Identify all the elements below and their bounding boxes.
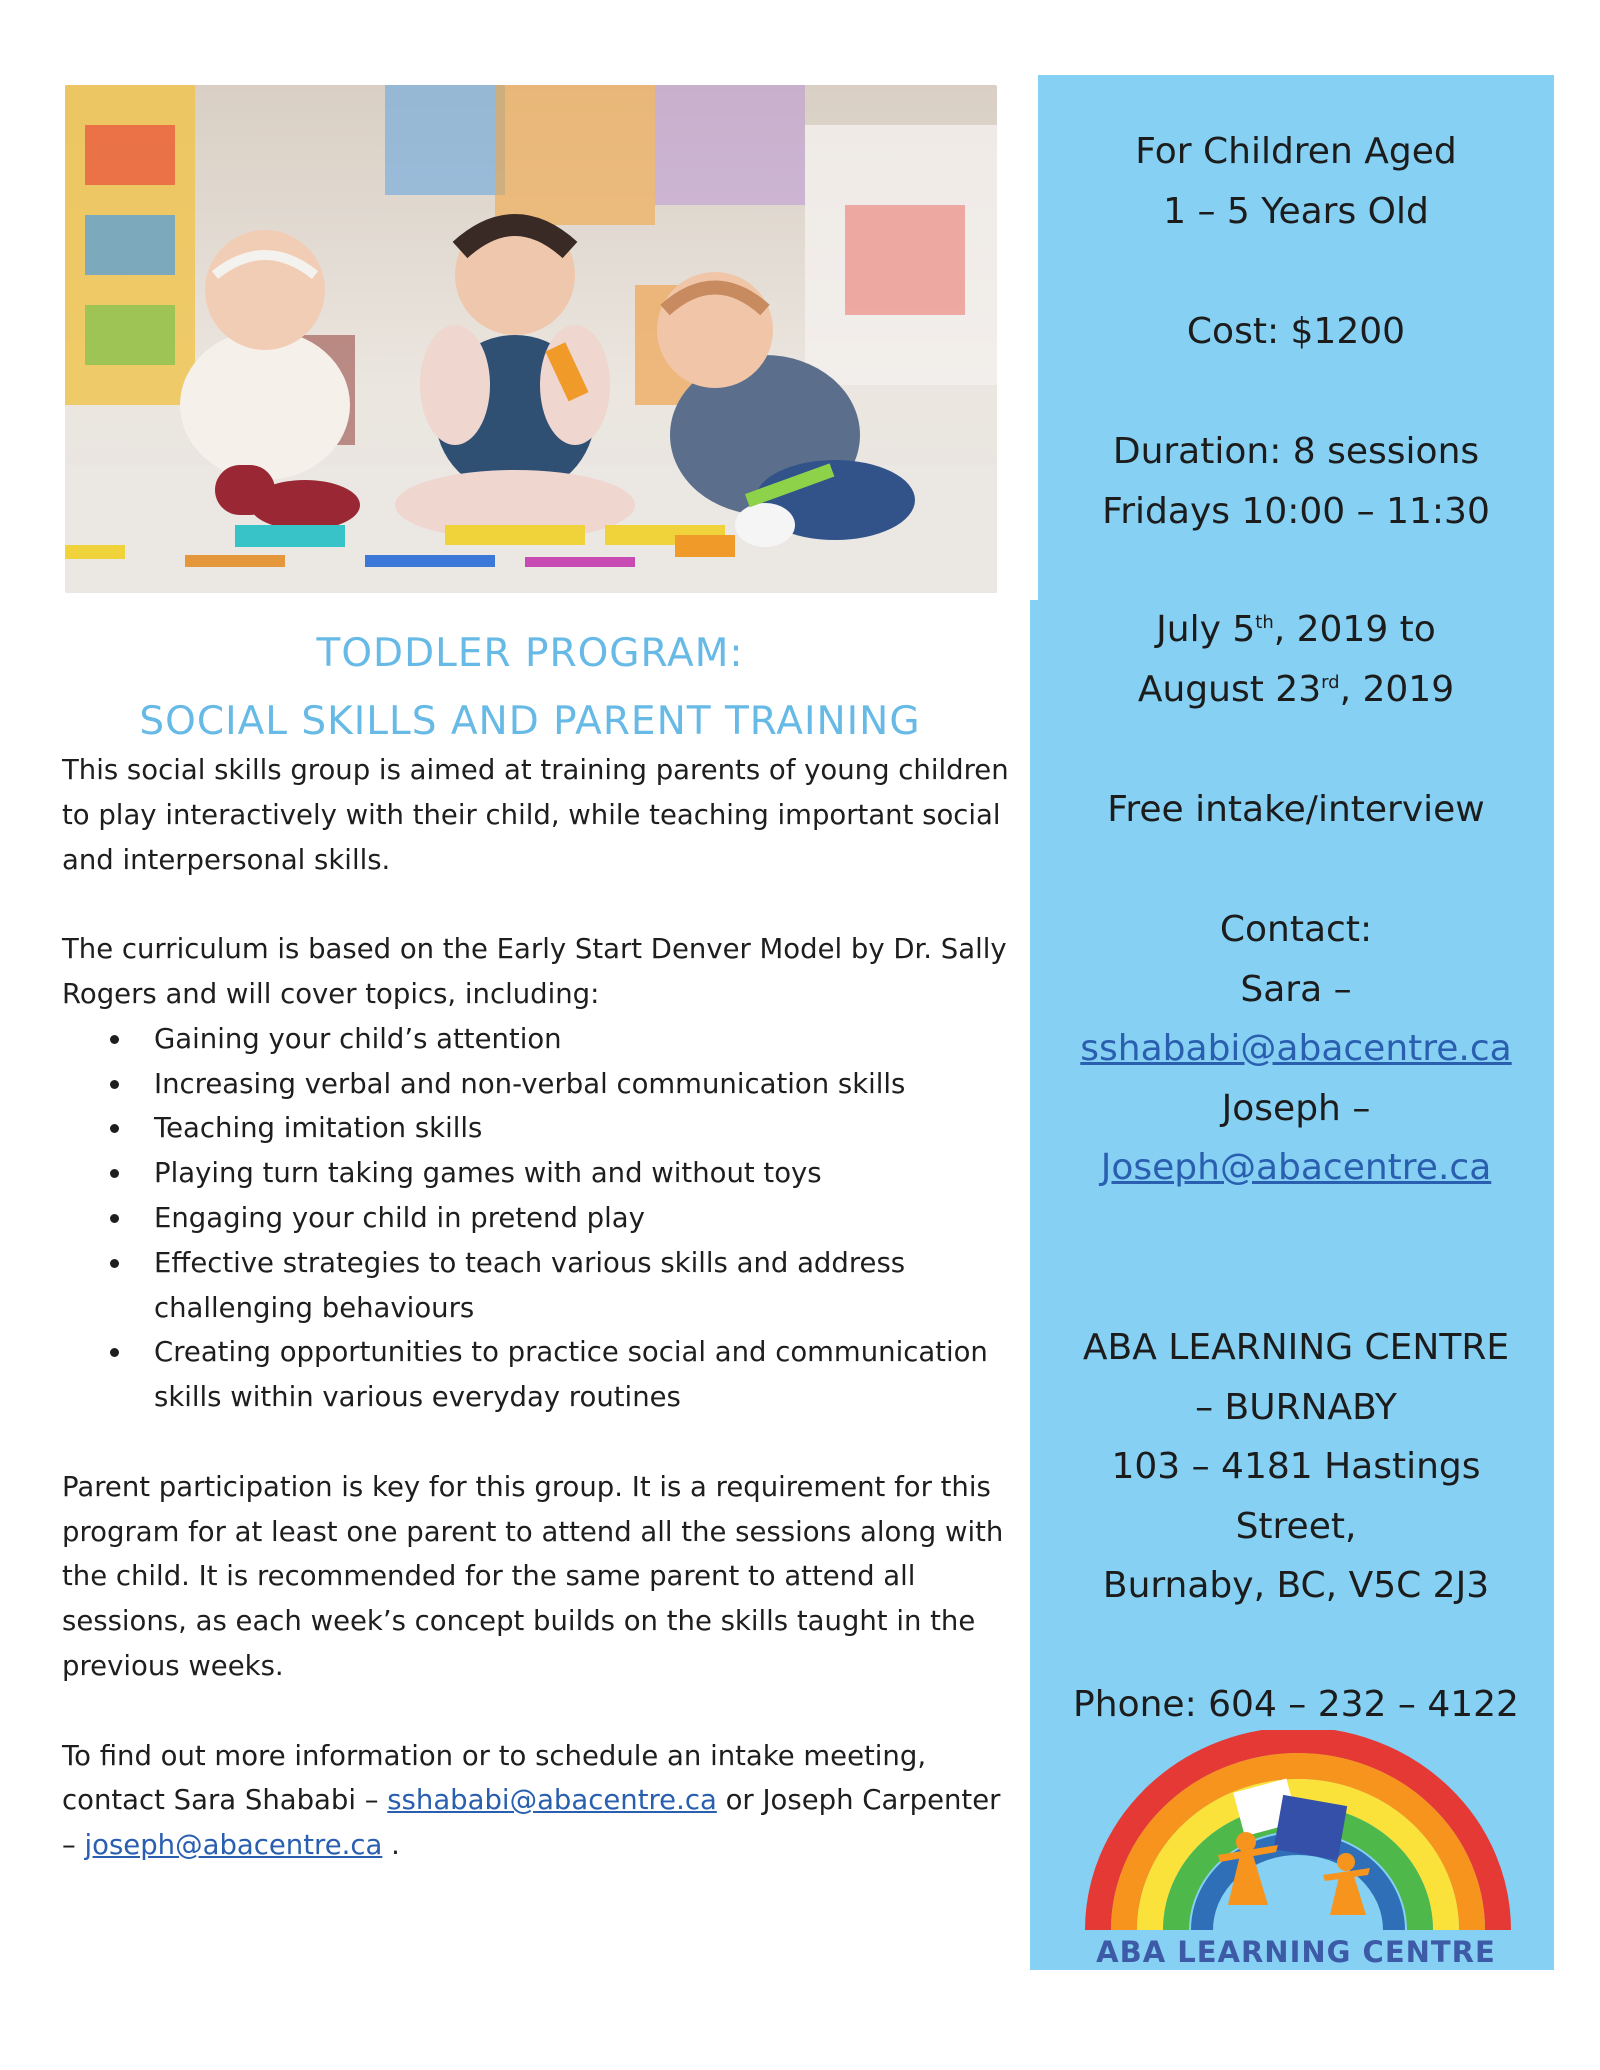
- dates-info: [1040, 600, 1552, 719]
- cost-info: [1040, 302, 1552, 362]
- phone-text: Phone: 604 – 232 – 4122: [1073, 1684, 1519, 1725]
- start-date: July 5th, 2019 to: [1156, 609, 1436, 650]
- age-line1: For Children Aged: [1135, 131, 1457, 172]
- contact1-email-link[interactable]: sshababi@abacentre.ca: [1080, 1028, 1512, 1069]
- program-title-line2: SOCIAL SKILLS AND PARENT TRAINING: [139, 699, 921, 744]
- sidebar-notch: [1030, 600, 1040, 1970]
- sara-email-link[interactable]: sshababi@abacentre.ca: [387, 1784, 717, 1817]
- contact2-email-link[interactable]: Joseph@abacentre.ca: [1100, 1147, 1492, 1188]
- more-info-paragraph: [62, 1734, 1017, 1868]
- phone-info: [1040, 1675, 1552, 1735]
- age-line2: 1 – 5 Years Old: [1163, 190, 1429, 232]
- contact-label: Contact:: [1219, 909, 1373, 950]
- address-line1: 103 – 4181 Hastings: [1111, 1446, 1481, 1487]
- centre-line1: ABA LEARNING CENTRE: [1082, 1327, 1510, 1368]
- program-title: [60, 620, 1000, 756]
- list-item: Engaging your child in pretend play: [154, 1196, 1017, 1241]
- list-item: Effective strategies to teach various skills and address challenging behaviours: [154, 1241, 1017, 1331]
- list-item: Increasing verbal and non-verbal communication skills: [154, 1062, 1017, 1107]
- contact2-name: Joseph –: [1221, 1087, 1371, 1129]
- centre-line2: – BURNABY: [1195, 1386, 1397, 1428]
- more-info-text: To find out more information or to schedule an intake meeting, contact Sara Shababi –: [62, 1739, 927, 1817]
- schedule-text: Fridays 10:00 – 11:30: [1102, 490, 1490, 532]
- address-line2: Street,: [1235, 1505, 1357, 1547]
- topics-list: [62, 1017, 1017, 1420]
- intake-text: Free intake/interview: [1107, 789, 1485, 830]
- list-item: Creating opportunities to practice social and communication skills within various everyday routines: [154, 1330, 1017, 1420]
- program-title-line1: TODDLER PROGRAM:: [316, 631, 744, 676]
- aba-logo: [1078, 1730, 1518, 1970]
- duration-info: [1040, 422, 1552, 541]
- list-item: Playing turn taking games with and without toys: [154, 1151, 1017, 1196]
- list-item: Gaining your child’s attention: [154, 1017, 1017, 1062]
- age-info: [1040, 122, 1552, 241]
- more-info-text: .: [382, 1829, 400, 1862]
- contact1-name: Sara –: [1240, 968, 1352, 1010]
- intro-paragraph: This social skills group is aimed at training parents of young children to play interactively with their child, while teaching important social and interpersonal skills.: [62, 754, 1009, 876]
- more-info-text: or Joseph Carpenter –: [62, 1784, 1001, 1862]
- intake-info: [1040, 780, 1552, 840]
- end-date: August 23rd, 2019: [1137, 668, 1455, 710]
- participation-paragraph: Parent participation is key for this group. It is a requirement for this program for at least one parent to attend all the sessions along with the child. It is recommended for the same parent to attend all sessions, as each week’s concept builds on the skills taught in the previous weeks.: [62, 1470, 1004, 1682]
- address-line3: Burnaby, BC, V5C 2J3: [1102, 1565, 1490, 1606]
- toddlers-photo: [65, 85, 997, 593]
- address-info: [1040, 1318, 1552, 1616]
- curriculum-paragraph: The curriculum is based on the Early Start Denver Model by Dr. Sally Rogers and will cover topics, including:: [62, 933, 1007, 1010]
- contact-info: [1040, 900, 1552, 1198]
- duration-text: Duration: 8 sessions: [1112, 431, 1480, 472]
- cost-text: Cost: $1200: [1186, 311, 1406, 352]
- joseph-email-link[interactable]: joseph@abacentre.ca: [84, 1829, 383, 1862]
- logo-name: ABA LEARNING CENTRE: [1096, 1935, 1496, 1969]
- program-description: [62, 748, 1017, 1868]
- list-item: Teaching imitation skills: [154, 1106, 1017, 1151]
